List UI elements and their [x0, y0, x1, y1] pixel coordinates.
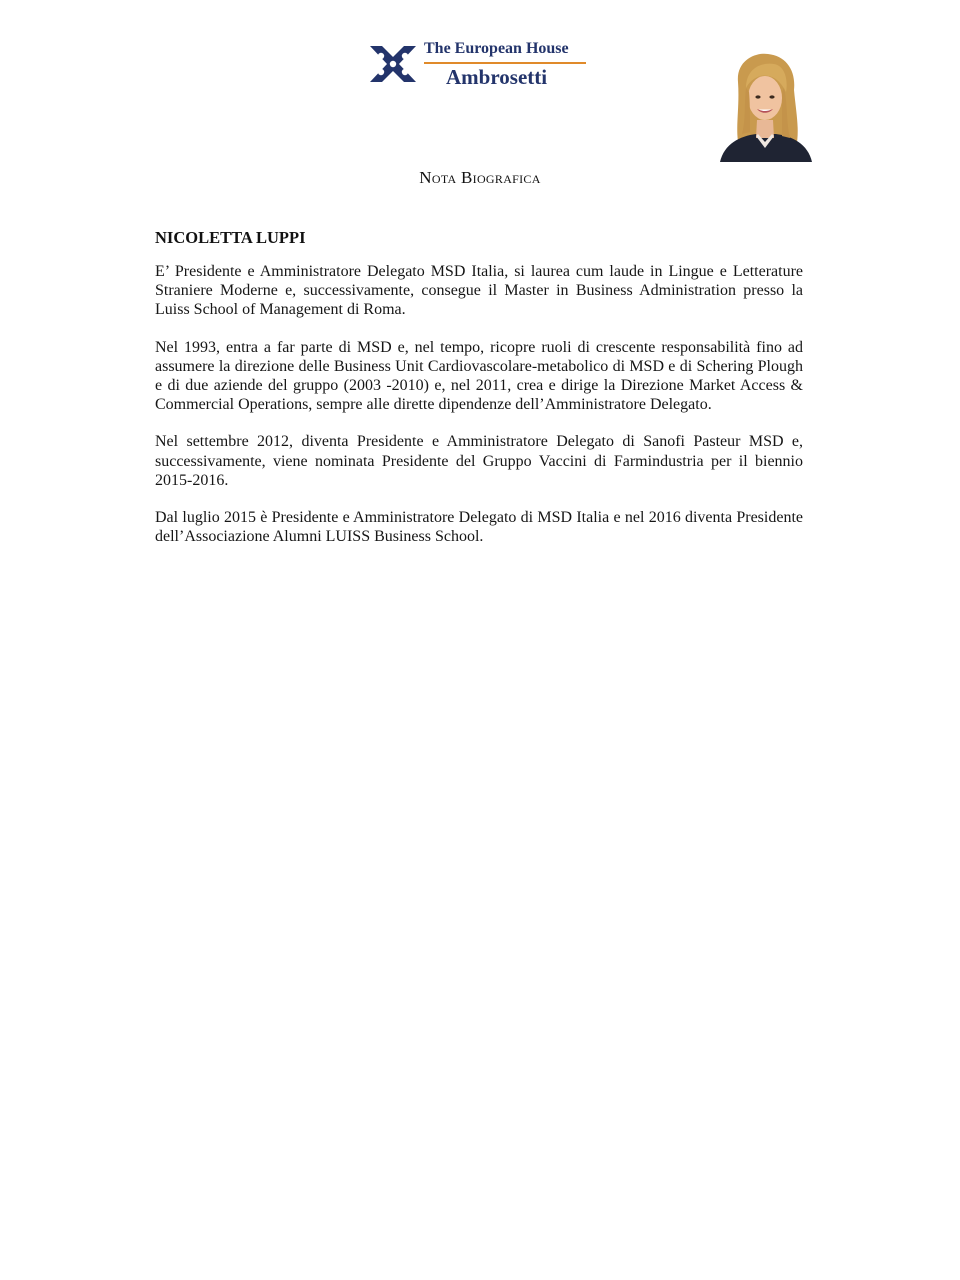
ambrosetti-logo	[368, 40, 590, 92]
logo-divider	[424, 62, 586, 64]
person-name: NICOLETTA LUPPI	[155, 228, 306, 247]
document-title: Nota Biografica	[419, 168, 541, 187]
bio-paragraph: Dal luglio 2015 è Presidente e Amministratore Delegato di MSD Italia e nel 2016 diventa Presidente dell’Associazione Alumni LUISS Business School.	[155, 509, 803, 546]
bio-paragraph: Nel settembre 2012, diventa Presidente e Amministratore Delegato di Sanofi Pasteur MSD e, successivamente, viene nominata Presidente del Gruppo Vaccini di Farmindustria per il biennio 2015-2016.	[155, 433, 803, 489]
logo-text-line1: The European House	[424, 40, 569, 57]
logo-mark-icon	[368, 42, 418, 86]
biography-body	[155, 262, 803, 564]
bio-paragraph: E’ Presidente e Amministratore Delegato MSD Italia, si laurea cum laude in Lingue e Letterature Straniere Moderne e, successivamente, consegue il Master in Business Administration presso la Luiss School of Management di Roma.	[155, 263, 803, 319]
bio-paragraph: Nel 1993, entra a far parte di MSD e, nel tempo, ricopre ruoli di crescente responsabilità fino ad assumere la direzione delle Business Unit Cardiovascolare-metabolico di MSD e di Schering Plough e di due aziende del gruppo (2003 -2010) e, nel 2011, crea e dirige la Direzione Market Access & Commercial Operations, sempre alle dirette dipendenze dell’Amministratore Delegato.	[155, 338, 803, 414]
logo-text-line2: Ambrosetti	[446, 65, 548, 89]
portrait-photo	[716, 52, 814, 162]
portrait-illustration	[716, 52, 814, 162]
